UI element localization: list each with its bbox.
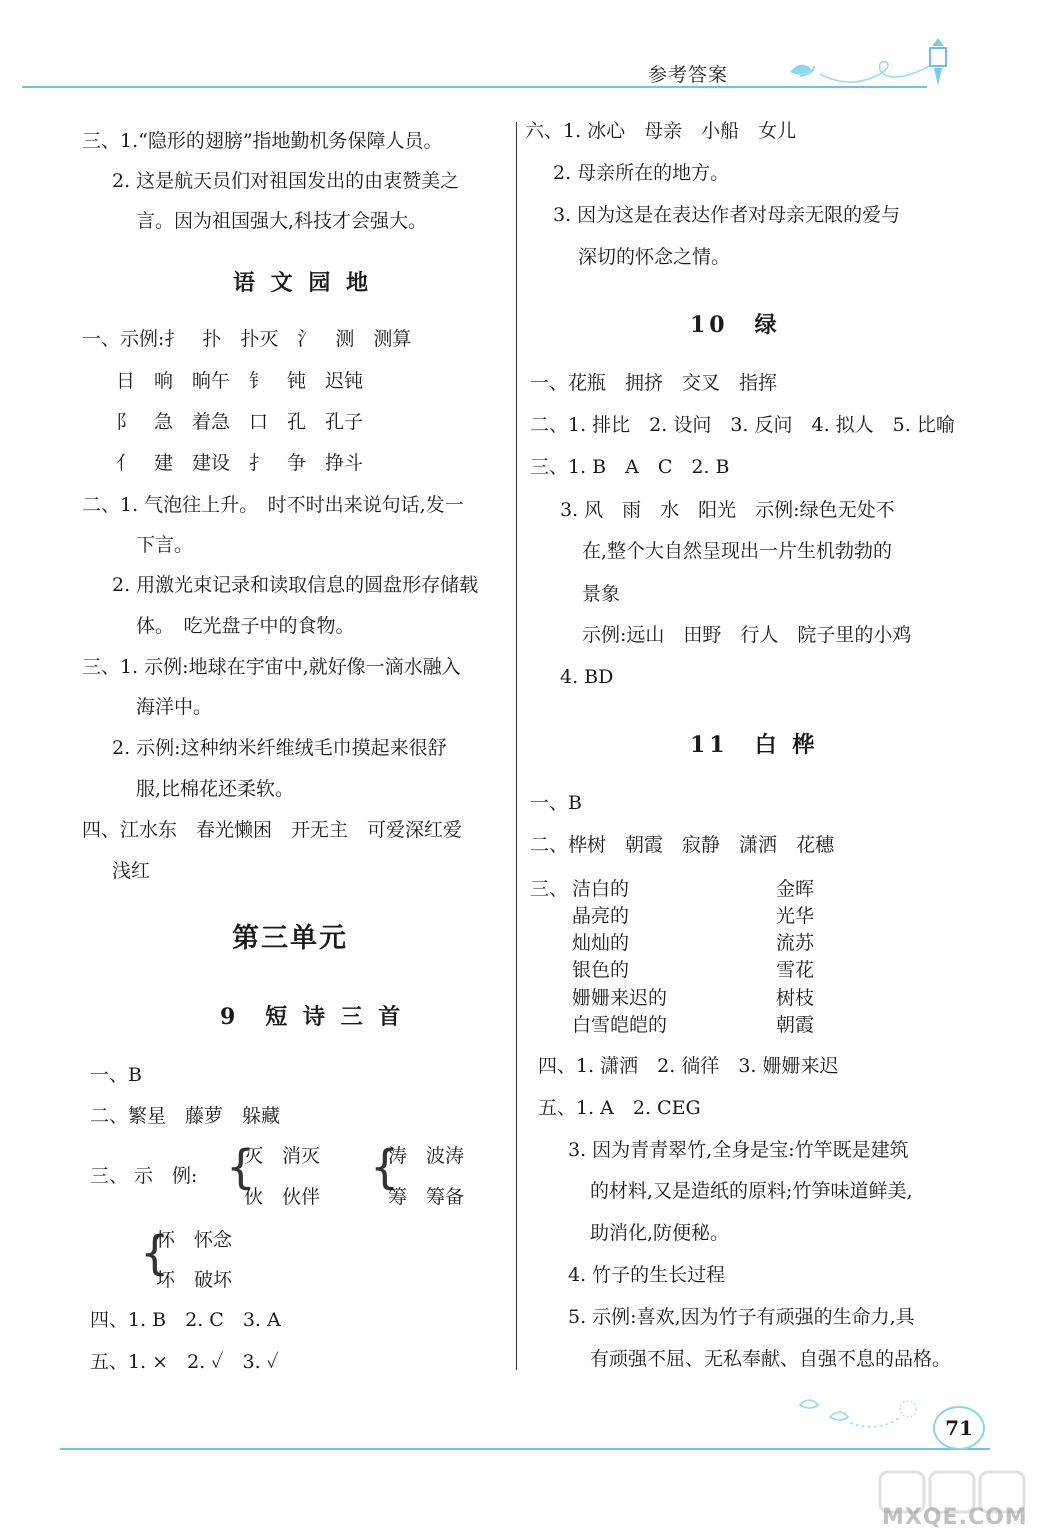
match-right-item: 树枝 [776,987,815,1009]
answer-line: 示例:远山 田野 行人 院子里的小鸡 [582,624,912,646]
answer-line: 4. BD [560,666,614,688]
answer-line: 2. 用激光束记录和读取信息的圆盘形存储载 [112,574,479,596]
match-line [632,889,770,943]
unit-heading: 第三单元 [232,923,348,954]
answer-line: 伙 伙伴 [244,1186,321,1208]
match-line [632,916,770,970]
answer-line: 2. 母亲所在的地方。 [553,162,730,184]
brace-icon: { [370,1140,400,1194]
match-right-item: 朝霞 [776,1014,815,1036]
answer-line: 六、1. 冰心 母亲 小船 女儿 [525,120,797,142]
answer-line: 涛 波涛 [388,1145,465,1167]
answer-line: 3. 因为青青翠竹,全身是宝:竹竿既是建筑 [568,1139,909,1161]
answer-line: 三、1. B A C 2. B [530,456,730,478]
answer-line: 一、B [530,792,582,814]
answer-line: 三、1.“隐形的翅膀”指地勤机务保障人员。 [82,130,443,152]
lesson-heading-9: 9 短 诗 三 首 [220,1004,405,1030]
answer-line: 五、1. × 2. ✓ 3. ✓ [90,1351,279,1373]
answer-line: 亻 建 建设 扌 争 挣斗 [116,452,364,474]
answer-line: 日 响 晌午 钅 钝 迟钝 [116,370,364,392]
answer-label: 三、 示 例: [90,1165,198,1187]
answer-line: 3. 风 雨 水 阳光 示例:绿色无处不 [560,499,895,521]
lesson-heading-11: 11 白 桦 [690,732,819,758]
answer-line: 四、1. 潇洒 2. 徜徉 3. 姗姗来迟 [538,1055,839,1077]
page-number: 71 [933,1406,985,1450]
match-left-item: 白雪皑皑的 [572,1014,668,1036]
brace-icon: { [140,1226,170,1280]
answer-line: 助消化,防便秘。 [590,1222,730,1244]
watermark-text: MXQE.COM [882,1505,1028,1530]
match-line [672,998,770,1025]
answer-line: 一、B [90,1064,142,1086]
match-left-item: 银色的 [572,959,630,981]
answer-line: 言。因为祖国强大,科技才会强大。 [136,210,428,232]
answer-line: 海洋中。 [136,696,213,718]
answer-line: 2. 示例:这种纳米纤维绒毛巾摸起来很舒 [112,737,447,759]
answer-line: 筹 筹备 [388,1186,465,1208]
brace-icon: { [226,1140,256,1194]
lesson-heading-10: 10 绿 [690,312,781,338]
answer-line: 二、桦树 朝霞 寂静 潇洒 花穗 [530,834,835,856]
answer-line: 一、示例:扌 扑 扑灭 氵 测 测算 [82,328,412,350]
answer-line: 浅红 [112,860,151,882]
answer-line: 下言。 [136,534,194,556]
answer-line: 有顽强不屈、无私奉献、自强不息的品格。 [590,1348,952,1370]
match-left-item: 洁白的 [572,878,630,900]
match-right-item: 流苏 [776,932,815,954]
answer-line: 服,比棉花还柔软。 [136,778,295,800]
answer-line: 深切的怀念之情。 [578,246,731,268]
match-line [672,998,770,1025]
match-left-item: 灿灿的 [572,932,630,954]
match-line [632,889,770,943]
answer-line: 二、1. 排比 2. 设问 3. 反问 4. 拟人 5. 比喻 [530,414,955,436]
answer-line: 二、1. 气泡往上升。 时不时出来说句话,发一 [82,494,464,516]
answer-line: 四、江水东 春光懒困 开无主 可爱深红爱 [82,819,463,841]
answer-line: 一、花瓶 拥挤 交叉 指挥 [530,372,778,394]
answer-line: 阝 急 着急 口 孔 孔子 [116,411,364,433]
answer-label: 三、 [530,878,569,900]
answer-line: 3. 因为这是在表达作者对母亲无限的爱与 [553,204,901,226]
match-left-item: 晶亮的 [572,905,630,927]
answer-line: 2. 这是航天员们对祖国发出的由衷赞美之 [112,170,460,192]
match-right-item: 光华 [776,905,815,927]
answer-line: 怀 怀念 [156,1229,233,1251]
answer-line: 5. 示例:喜欢,因为竹子有顽强的生命力,具 [568,1306,915,1328]
answer-line: 灭 消灭 [244,1145,321,1167]
butterfly-trail-decoration-icon [790,1385,930,1445]
answer-line: 三、1. 示例:地球在宇宙中,就好像一滴水融入 [82,656,461,678]
match-line [632,916,770,970]
match-left-item: 姗姗来迟的 [572,987,668,1009]
answer-line: 的材料,又是造纸的原料;竹笋味道鲜美, [590,1180,913,1202]
match-right-item: 雪花 [776,959,815,981]
answer-line: 景象 [582,583,621,605]
header-title: 参考答案 [648,64,729,86]
answer-line: 坏 破坏 [156,1269,233,1291]
answer-line: 4. 竹子的生长过程 [568,1264,726,1286]
answer-line: 在,整个大自然呈现出一片生机勃勃的 [582,540,893,562]
answer-line: 体。 吃光盘子中的食物。 [136,615,355,637]
match-right-item: 金晖 [776,878,815,900]
answer-line: 五、1. A 2. CEG [538,1097,701,1119]
section-heading-yuwen-yuandi: 语 文 园 地 [233,270,372,296]
footer-rule [60,1448,990,1450]
answer-line: 四、1. B 2. C 3. A [90,1309,281,1331]
answer-line: 二、繁星 藤萝 躲藏 [90,1105,281,1127]
